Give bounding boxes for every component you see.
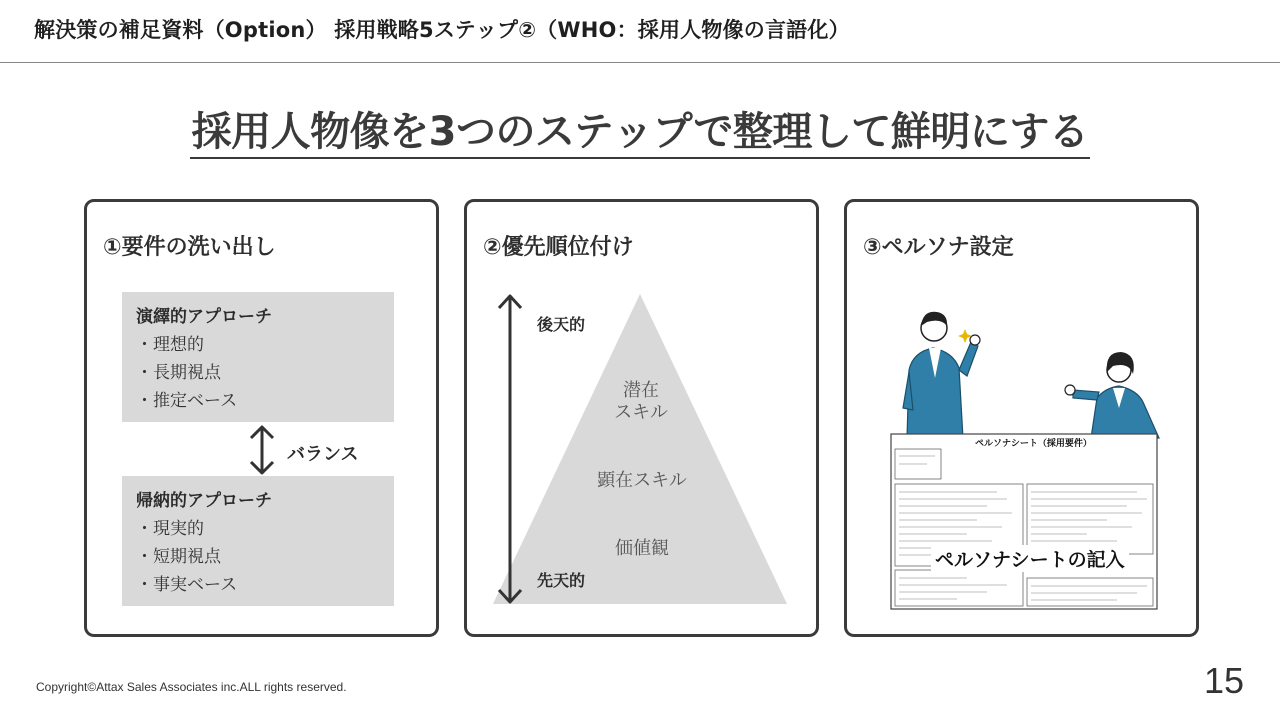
businesswoman-figure bbox=[1065, 352, 1159, 438]
panel-requirements bbox=[84, 199, 439, 637]
persona-sheet-title: ペルソナシート（採用要件） bbox=[975, 439, 1092, 449]
list-item: ・推定ベース bbox=[136, 391, 238, 411]
panel-title: ①要件の洗い出し bbox=[103, 235, 276, 260]
list-item: ・短期視点 bbox=[136, 547, 221, 567]
header-divider bbox=[0, 62, 1280, 63]
pyramid-layer-latent bbox=[591, 380, 691, 424]
panel-prioritization bbox=[464, 199, 819, 637]
pyramid-layer-values: 価値観 bbox=[615, 538, 669, 559]
deductive-title: 演繹的アプローチ bbox=[136, 307, 272, 327]
persona-sheet-caption: ペルソナシートの記入 bbox=[931, 545, 1129, 572]
copyright-footer: Copyright©Attax Sales Associates inc.ALL rights reserved. bbox=[36, 680, 347, 694]
list-item: ・現実的 bbox=[136, 519, 204, 539]
inductive-title: 帰納的アプローチ bbox=[136, 491, 272, 511]
axis-label-top: 後天的 bbox=[537, 315, 586, 334]
balance-label: バランス bbox=[287, 444, 359, 465]
list-item: ・理想的 bbox=[136, 335, 204, 355]
persona-sheet-document bbox=[891, 434, 1157, 609]
pyramid-layer-latent-line2: スキル bbox=[614, 402, 668, 423]
pyramid-layer-visible: 顕在スキル bbox=[597, 470, 687, 491]
page-number: 15 bbox=[1203, 660, 1244, 701]
panel-title: ②優先順位付け bbox=[483, 235, 634, 260]
panel-title: ③ペルソナ設定 bbox=[863, 235, 1014, 260]
pyramid-layer-latent-line1: 潜在 bbox=[623, 380, 659, 401]
main-heading: 採用人物像を3つのステップで整理して鮮明にする bbox=[190, 109, 1091, 159]
double-arrow-icon bbox=[247, 424, 277, 476]
list-item: ・事実ベース bbox=[136, 575, 238, 595]
axis-label-bottom: 先天的 bbox=[537, 571, 586, 590]
businessman-figure bbox=[903, 312, 980, 438]
deductive-approach-box bbox=[122, 292, 394, 422]
inductive-approach-box bbox=[122, 476, 394, 606]
list-item: ・長期視点 bbox=[136, 363, 221, 383]
header-title: 解決策の補足資料（Option） 採用戦略5ステップ②（WHO：採用人物像の言語化） bbox=[34, 18, 850, 42]
panel-persona bbox=[844, 199, 1199, 637]
main-heading-wrap bbox=[0, 100, 1280, 157]
